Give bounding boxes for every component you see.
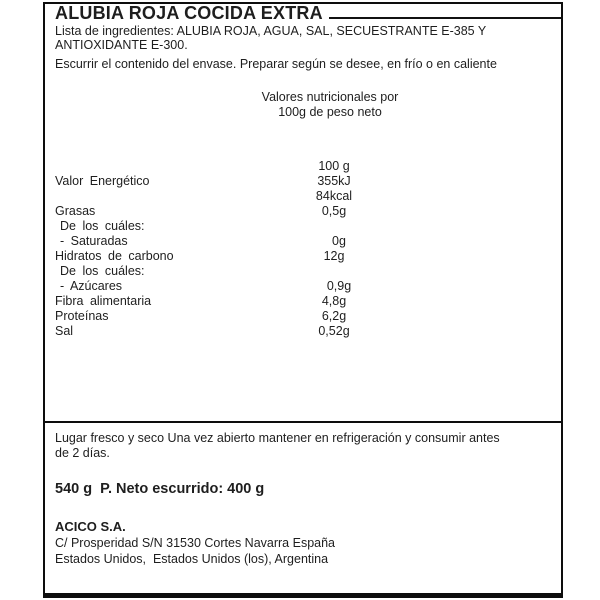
nutrition-row: [53, 174, 555, 189]
nutrient-label: [53, 189, 279, 204]
nutrient-label: - Saturadas: [60, 234, 128, 248]
title-rule-line: [329, 17, 561, 19]
nutrient-label: Proteínas: [55, 309, 109, 323]
storage-line-2: de 2 días.: [55, 446, 110, 460]
nutrition-row: [53, 189, 555, 204]
product-label: [43, 2, 563, 598]
title-row: [55, 4, 561, 23]
manufacturer-countries: Estados Unidos, Estados Unidos (los), Argentina: [55, 552, 329, 566]
nutrition-table: [53, 159, 555, 339]
nutrient-label: De los cuáles:: [60, 264, 145, 278]
nutrition-column-header-row: [53, 159, 555, 174]
nutrient-value: 6,2g: [321, 309, 347, 323]
nutrition-row: [53, 219, 555, 234]
nutrition-row: [53, 324, 555, 339]
nutrient-value: 84kcal: [315, 189, 353, 203]
nutrient-value: 0,5g: [321, 204, 347, 218]
nutrient-value: 4,8g: [321, 294, 347, 308]
section-divider-line: [45, 421, 561, 423]
nutrition-row: [53, 204, 555, 219]
nutrition-row: [53, 294, 555, 309]
nutrient-label: Hidratos de carbono: [55, 249, 174, 263]
nutrient-value: [284, 219, 394, 234]
nutrient-label: De los cuáles:: [60, 219, 145, 233]
nutrition-column-header: 100 g: [318, 159, 350, 173]
nutrient-value: [284, 264, 394, 279]
nutrition-header-line-1: Valores nutricionales por: [261, 90, 399, 104]
manufacturer-block: [55, 519, 553, 567]
nutrition-row: [53, 234, 555, 249]
nutrition-header: [99, 90, 561, 120]
nutrient-label: Sal: [55, 324, 74, 338]
nutrient-label: Valor Energético: [55, 174, 150, 188]
nutrition-header-line-2: 100g de peso neto: [278, 105, 382, 119]
nutrient-value: 0g: [332, 234, 346, 248]
product-title: ALUBIA ROJA COCIDA EXTRA: [55, 3, 323, 23]
nutrient-value: 355kJ: [317, 174, 351, 188]
ingredients-line-2: ANTIOXIDANTE E-300.: [55, 38, 188, 52]
nutrition-rows: [53, 174, 555, 339]
storage-line-1: Lugar fresco y seco Una vez abierto mantener en refrigeración y consumir antes: [55, 431, 500, 445]
nutrition-row: [53, 249, 555, 264]
nutrient-label: Grasas: [55, 204, 96, 218]
nutrient-label: - Azúcares: [60, 279, 123, 293]
nutrient-value: 0,9g: [326, 279, 352, 293]
preparation-text: Escurrir el contenido del envase. Preparar según se desee, en frío o en caliente: [55, 57, 497, 71]
net-weight: 540 g P. Neto escurrido: 400 g: [55, 481, 265, 497]
storage-instructions: [55, 431, 553, 461]
nutrient-value: 0,52g: [318, 324, 350, 338]
manufacturer-name: ACICO S.A.: [55, 519, 126, 534]
ingredients-line-1: Lista de ingredientes: ALUBIA ROJA, AGUA, SAL, SECUESTRANTE E-385 Y: [55, 24, 487, 38]
nutrient-value: 12g: [323, 249, 345, 263]
nutrient-label: Fibra alimentaria: [55, 294, 152, 308]
nutrition-row: [53, 309, 555, 324]
top-text-block: [55, 24, 557, 71]
nutrient-label: [53, 159, 279, 174]
nutrition-row: [53, 279, 555, 294]
manufacturer-address: C/ Prosperidad S/N 31530 Cortes Navarra España: [55, 536, 336, 550]
nutrition-row: [53, 264, 555, 279]
